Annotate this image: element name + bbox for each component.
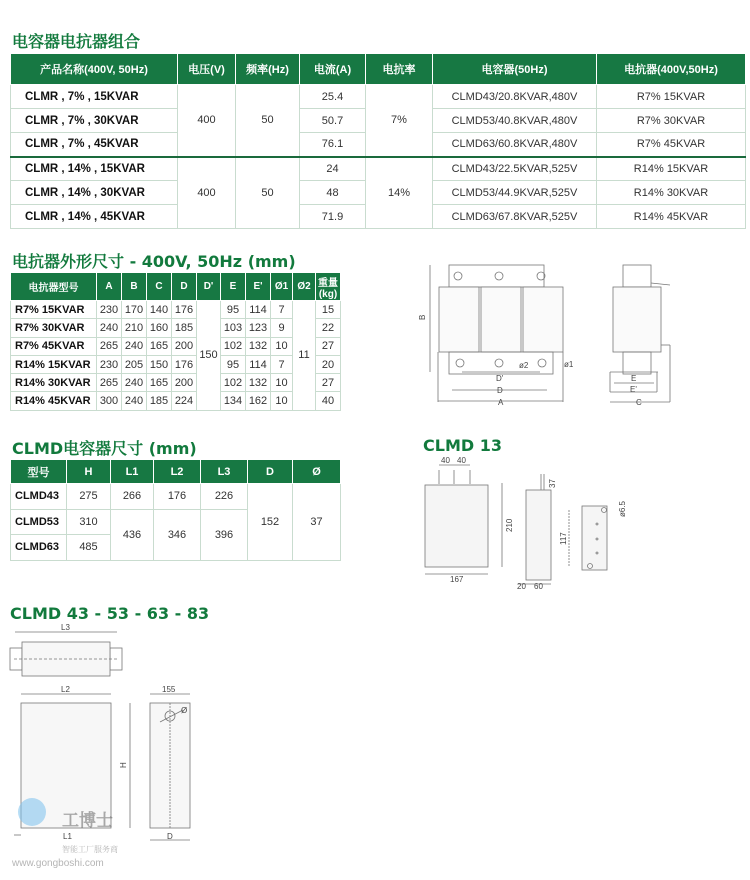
cell: 24 xyxy=(300,157,366,181)
header-cell: 电抗器(400V,50Hz) xyxy=(597,54,746,85)
cell: 185 xyxy=(147,392,172,410)
header-cell: Ø2 xyxy=(293,273,316,301)
cell: 20 xyxy=(316,355,341,373)
cell: 230 xyxy=(97,355,122,373)
cell: 162 xyxy=(246,392,271,410)
header-cell: Ø xyxy=(293,460,341,484)
cell: 300 xyxy=(97,392,122,410)
cell: 123 xyxy=(246,319,271,337)
header-cell: 频率(Hz) xyxy=(236,54,300,85)
header-cell: E xyxy=(221,273,246,301)
header-cell: 重量(kg) xyxy=(316,273,341,301)
cell: 114 xyxy=(246,301,271,319)
cell: 265 xyxy=(97,374,122,392)
name-cell: R7% 30KVAR xyxy=(11,319,97,337)
dim-phi: Ø xyxy=(181,706,188,715)
watermark-slogan: 智能工厂服务商 xyxy=(62,845,118,854)
dim-d: D xyxy=(167,832,173,841)
cell: CLMD63/67.8KVAR,525V xyxy=(433,205,597,229)
cell: CLMD53/40.8KVAR,480V xyxy=(433,109,597,133)
cell: 265 xyxy=(97,337,122,355)
dim-40: 40 xyxy=(457,456,466,465)
cell: R14% 15KVAR xyxy=(597,157,746,181)
cell: 266 xyxy=(111,484,154,510)
name-cell: CLMR , 7% , 15KVAR xyxy=(11,85,178,109)
name-cell: CLMR , 14% , 45KVAR xyxy=(11,205,178,229)
name-cell: CLMR , 7% , 45KVAR xyxy=(11,133,178,157)
name-cell: R14% 45KVAR xyxy=(11,392,97,410)
cell: 134 xyxy=(221,392,246,410)
cell: 485 xyxy=(67,535,111,561)
cell: 436 xyxy=(111,509,154,560)
dim-155: 155 xyxy=(162,685,176,694)
name-cell: R7% 15KVAR xyxy=(11,301,97,319)
cell: 224 xyxy=(172,392,197,410)
cell: 48 xyxy=(300,181,366,205)
cell: 240 xyxy=(122,374,147,392)
cell: 25.4 xyxy=(300,85,366,109)
cell: R7% 45KVAR xyxy=(597,133,746,157)
cell: 50.7 xyxy=(300,109,366,133)
header-cell: 产品名称(400V, 50Hz) xyxy=(11,54,178,85)
cell: 11 xyxy=(293,301,316,411)
cell: 15 xyxy=(316,301,341,319)
cell: R7% 15KVAR xyxy=(597,85,746,109)
cell: 275 xyxy=(67,484,111,510)
header-cell: L3 xyxy=(201,460,248,484)
drawing-labels xyxy=(61,315,642,841)
dim-40: 40 xyxy=(441,456,450,465)
cell: 176 xyxy=(172,301,197,319)
dim-b: B xyxy=(418,314,427,320)
cell: 240 xyxy=(97,319,122,337)
name-cell: R7% 45KVAR xyxy=(11,337,97,355)
dim-a: A xyxy=(498,398,504,407)
header-cell: E' xyxy=(246,273,271,301)
cell: 27 xyxy=(316,374,341,392)
header-cell: 电压(V) xyxy=(178,54,236,85)
cell: 160 xyxy=(147,319,172,337)
cell: 9 xyxy=(271,319,293,337)
model-cell: CLMD53 xyxy=(11,509,67,535)
cell: 50 xyxy=(236,85,300,157)
cell: 102 xyxy=(221,374,246,392)
cell: R14% 30KVAR xyxy=(597,181,746,205)
header-cell: B xyxy=(122,273,147,301)
cell: 27 xyxy=(316,337,341,355)
dim-20: 20 xyxy=(517,582,526,591)
header-cell: D' xyxy=(197,273,221,301)
cell: 310 xyxy=(67,509,111,535)
watermark-brand: 工博士 xyxy=(62,811,113,830)
header-cell: D xyxy=(248,460,293,484)
cell: 400 xyxy=(178,85,236,157)
cell: 176 xyxy=(154,484,201,510)
name-cell: CLMR , 7% , 30KVAR xyxy=(11,109,178,133)
dim-phi65: ø6.5 xyxy=(618,500,627,517)
dim-phi1: ø1 xyxy=(564,360,574,369)
cell: 200 xyxy=(172,374,197,392)
cell: 396 xyxy=(201,509,248,560)
cell: 152 xyxy=(248,484,293,561)
cell: 22 xyxy=(316,319,341,337)
cell: 10 xyxy=(271,392,293,410)
dim-l3: L3 xyxy=(61,623,70,632)
clmd13-title: CLMD 13 xyxy=(423,436,502,455)
dim-l2: L2 xyxy=(61,685,70,694)
cell: 50 xyxy=(236,157,300,229)
name-cell: CLMR , 14% , 30KVAR xyxy=(11,181,178,205)
dim-117: 117 xyxy=(559,532,568,545)
header-cell: 电抗率 xyxy=(366,54,433,85)
header-cell: A xyxy=(97,273,122,301)
header-cell: D xyxy=(172,273,197,301)
cell: 7% xyxy=(366,85,433,157)
name-cell: R14% 30KVAR xyxy=(11,374,97,392)
dim-dprime: D' xyxy=(496,374,504,383)
cell: 150 xyxy=(147,355,172,373)
cell: 132 xyxy=(246,337,271,355)
cell: 95 xyxy=(221,301,246,319)
cell: R14% 45KVAR xyxy=(597,205,746,229)
cell: 240 xyxy=(122,337,147,355)
cell: 185 xyxy=(172,319,197,337)
name-cell: R14% 15KVAR xyxy=(11,355,97,373)
header-cell: L1 xyxy=(111,460,154,484)
cell: CLMD43/22.5KVAR,525V xyxy=(433,157,597,181)
cell: 10 xyxy=(271,374,293,392)
dim-h: H xyxy=(119,762,128,768)
model-cell: CLMD63 xyxy=(11,535,67,561)
section-title-reactor-dimensions: 电抗器外形尺寸 - 400V, 50Hz (mm) xyxy=(12,252,296,271)
header-cell: H xyxy=(67,460,111,484)
cell: 103 xyxy=(221,319,246,337)
cell: 76.1 xyxy=(300,133,366,157)
watermark-url: www.gongboshi.com xyxy=(12,858,104,869)
header-cell: L2 xyxy=(154,460,201,484)
cell: 140 xyxy=(147,301,172,319)
dim-d: D xyxy=(497,386,503,395)
dim-phi2: ø2 xyxy=(519,361,529,370)
section-title-capacitor-dimensions: CLMD电容器尺寸 (mm) xyxy=(12,439,197,458)
cell: 170 xyxy=(122,301,147,319)
cell: 200 xyxy=(172,337,197,355)
header-cell: 型号 xyxy=(11,460,67,484)
cell: R7% 30KVAR xyxy=(597,109,746,133)
dim-37: 37 xyxy=(548,479,557,488)
dim-167: 167 xyxy=(450,575,464,584)
cell: 7 xyxy=(271,355,293,373)
cell: CLMD43/20.8KVAR,480V xyxy=(433,85,597,109)
reactor-side-drawing xyxy=(610,265,670,402)
clmd43-title: CLMD 43 - 53 - 63 - 83 xyxy=(10,604,210,623)
header-cell: 电流(A) xyxy=(300,54,366,85)
cell: 71.9 xyxy=(300,205,366,229)
cell: 7 xyxy=(271,301,293,319)
dim-eprime: E' xyxy=(630,385,637,394)
cell: 210 xyxy=(122,319,147,337)
name-cell: CLMR , 14% , 15KVAR xyxy=(11,157,178,181)
dim-l1: L1 xyxy=(63,832,72,841)
cell: 346 xyxy=(154,509,201,560)
clmd13-drawing xyxy=(425,465,607,584)
cell: 95 xyxy=(221,355,246,373)
dim-c: C xyxy=(636,398,642,407)
cell: 132 xyxy=(246,374,271,392)
section-title-combination: 电容器电抗器组合 xyxy=(12,32,141,51)
cell: 400 xyxy=(178,157,236,229)
cell: 226 xyxy=(201,484,248,510)
cell: CLMD53/44.9KVAR,525V xyxy=(433,181,597,205)
header-cell: 电容器(50Hz) xyxy=(433,54,597,85)
cell: 37 xyxy=(293,484,341,561)
cell: 240 xyxy=(122,392,147,410)
model-cell: CLMD43 xyxy=(11,484,67,510)
cell: 205 xyxy=(122,355,147,373)
cell: 114 xyxy=(246,355,271,373)
cell: 230 xyxy=(97,301,122,319)
header-cell: C xyxy=(147,273,172,301)
cell: 165 xyxy=(147,337,172,355)
cell: CLMD63/60.8KVAR,480V xyxy=(433,133,597,157)
cell: 150 xyxy=(197,301,221,411)
header-cell: Ø1 xyxy=(271,273,293,301)
dim-e: E xyxy=(631,374,637,383)
cell: 176 xyxy=(172,355,197,373)
cell: 165 xyxy=(147,374,172,392)
cell: 40 xyxy=(316,392,341,410)
dim-210: 210 xyxy=(505,518,514,532)
header-cell: 电抗器型号 xyxy=(11,273,97,301)
cell: 102 xyxy=(221,337,246,355)
cell: 10 xyxy=(271,337,293,355)
dim-60: 60 xyxy=(534,582,543,591)
cell: 14% xyxy=(366,157,433,229)
